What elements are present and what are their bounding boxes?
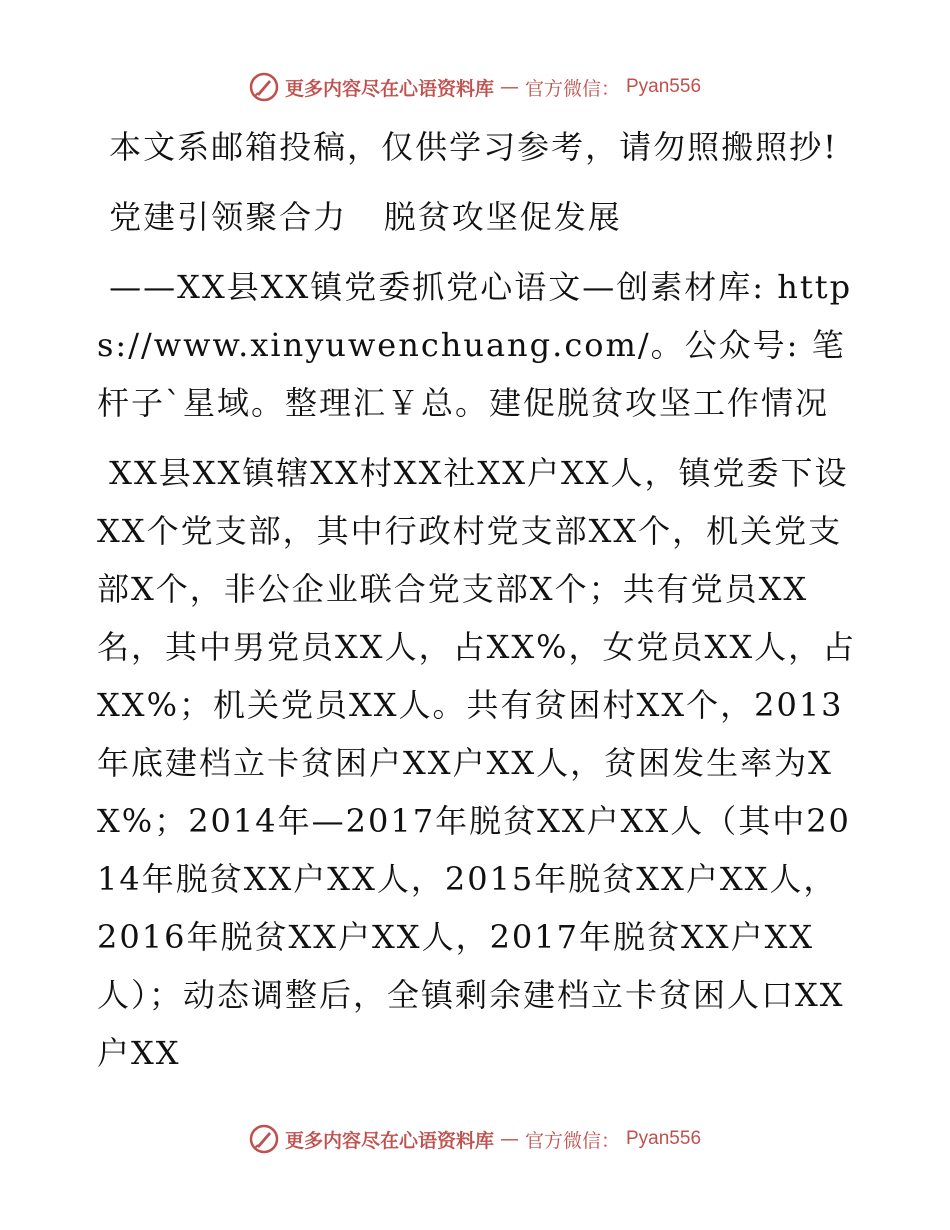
watermark-main-text: 更多内容尽在心语资料库 [284,1129,494,1152]
watermark-id: Pyan556 [626,1128,702,1149]
watermark-id: Pyan556 [626,76,702,97]
watermark-main-text: 更多内容尽在心语资料库 [284,77,494,100]
footer-watermark [0,1124,950,1154]
body-paragraph: XX县XX镇辖XX村XX社XX户XX人，镇党委下设XX个党支部，其中行政村党支部XX个，机关党支部X个，非公企业联合党支部X个；共有党员XX名，其中男党员XX人，占XX%，女党员XX人，占XX%；机关党员XX人。共有贫困村XX个，2013年底建档立卡贫困户XX户XX人，贫困发生率为XX%；2014年—2017年脱贫XX户XX人（其中2014年脱贫XX户XX人，2015年脱贫XX户XX人，2016年脱贫XX户XX人，2017年脱贫XX户XX人）；动态调整后，全镇剩余建档立卡贫困人口XX户XX [97,454,857,1072]
document-title: 党建引领聚合力 脱贫攻坚促发展 [97,198,622,236]
watermark-label: 官方微信： [524,77,620,100]
watermark-label: 官方微信： [524,1129,620,1152]
document-subtitle: ——XX县XX镇党委抓党心语文—创素材库: https://www.xinyuwenchuang.com/。公众号: 笔杆子`星域。整理汇￥总。建促脱贫攻坚工作情况 [97,268,853,422]
quill-logo-icon [249,1124,279,1154]
notice-paragraph: 本文系邮箱投稿，仅供学习参考，请勿照搬照抄! [97,128,839,166]
header-watermark [0,72,950,102]
watermark-separator: — [499,1128,519,1150]
document-page [97,118,857,1082]
watermark-separator: — [499,76,519,98]
quill-logo-icon [249,72,279,102]
